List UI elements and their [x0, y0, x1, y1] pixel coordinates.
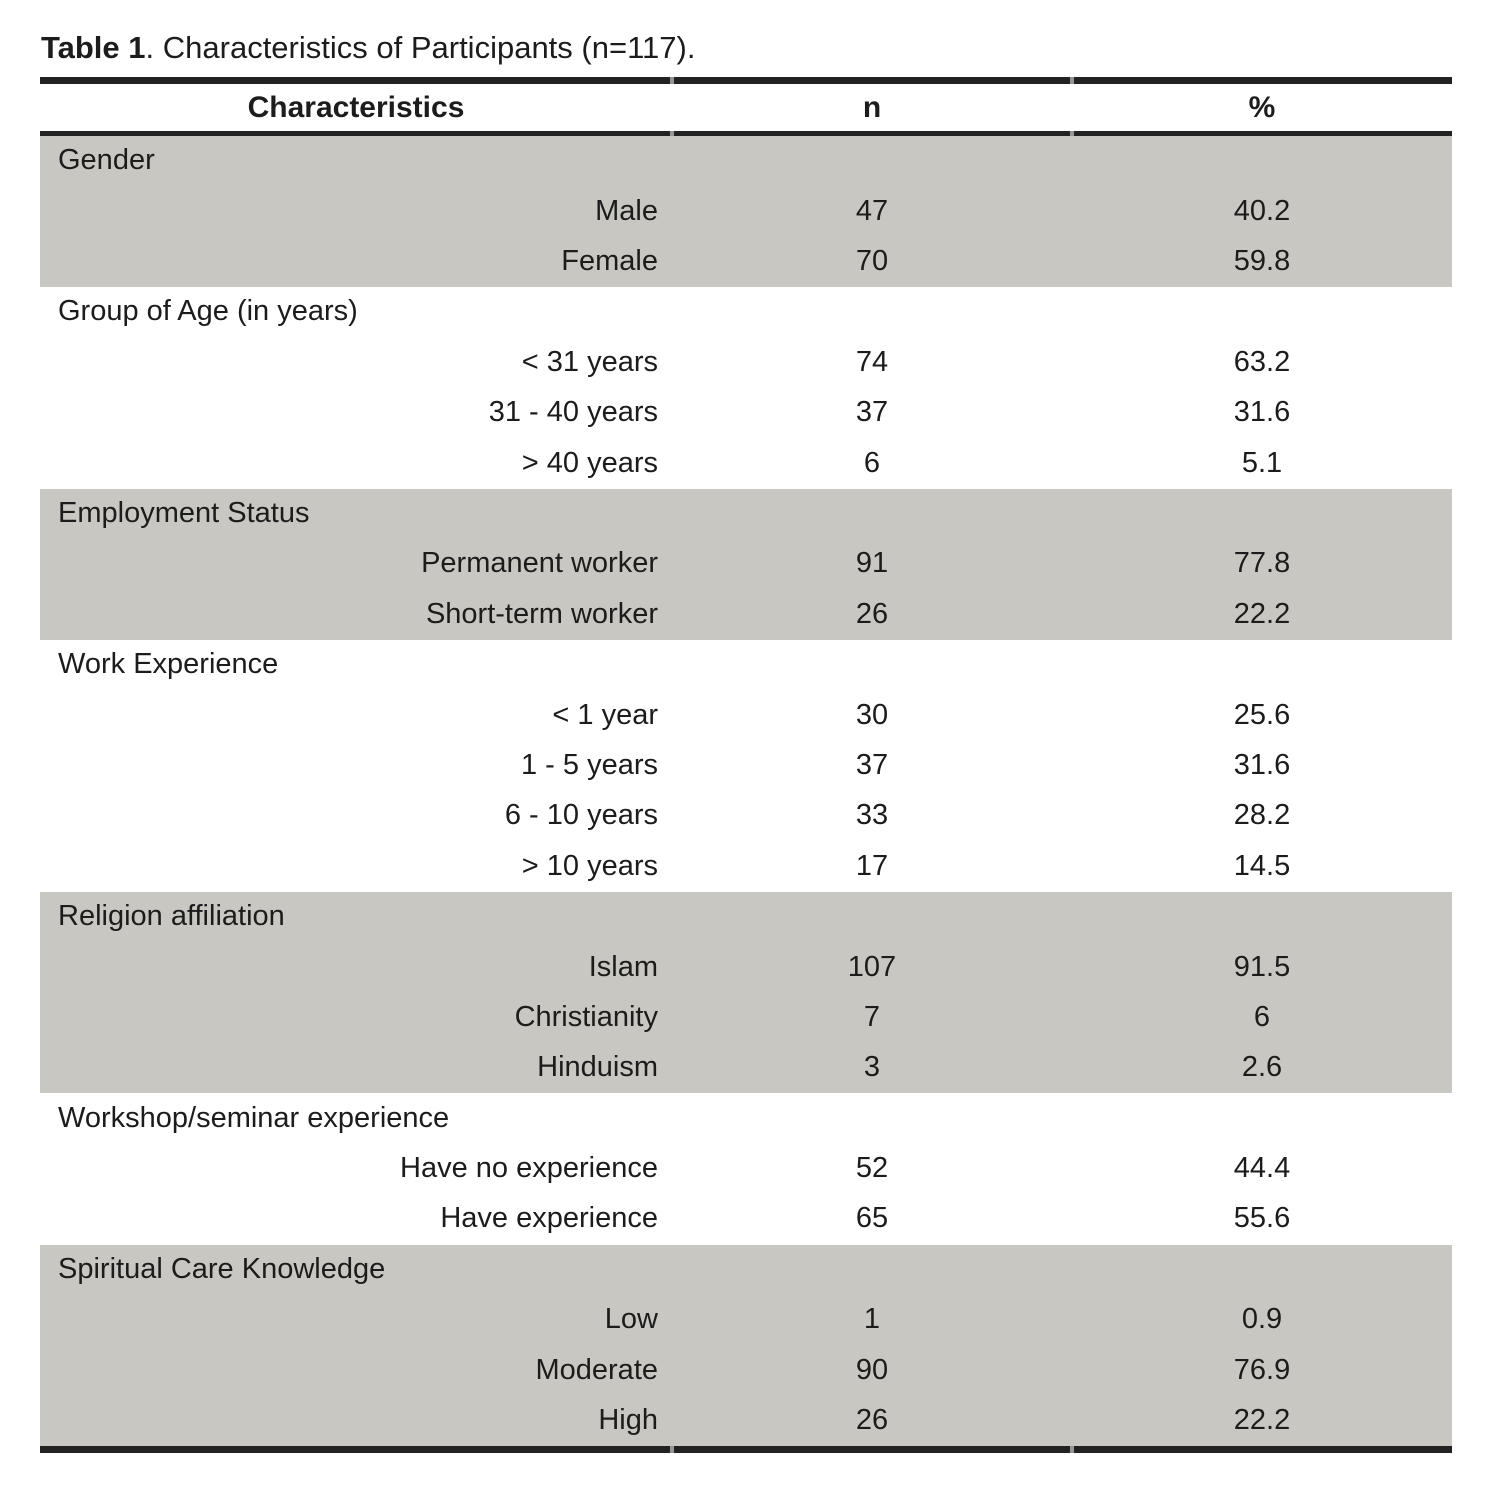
- row-n-value: 37: [855, 748, 889, 781]
- row-n-value: 3: [863, 1051, 881, 1084]
- row-percent-value: 31.6: [1233, 748, 1291, 781]
- data-row: [40, 1043, 1452, 1093]
- data-row: [40, 338, 1452, 388]
- row-label: < 31 years: [521, 345, 658, 378]
- row-percent-value: 55.6: [1233, 1202, 1291, 1235]
- row-label: < 1 year: [552, 698, 658, 731]
- row-label: Christianity: [514, 1000, 658, 1033]
- column-header-characteristics: Characteristics: [247, 91, 465, 124]
- section-label: Gender: [58, 144, 155, 177]
- row-percent-value: 28.2: [1233, 799, 1291, 832]
- row-percent-value: 2.6: [1241, 1051, 1283, 1084]
- column-header-n: n: [862, 91, 882, 124]
- row-n-value: 52: [855, 1152, 889, 1185]
- row-percent-value: 44.4: [1233, 1152, 1291, 1185]
- row-label: Have experience: [440, 1202, 658, 1235]
- row-n-value: 37: [855, 396, 889, 429]
- row-percent-value: 22.2: [1233, 597, 1291, 630]
- section-header-row: [40, 1245, 1452, 1295]
- row-n-value: 47: [855, 194, 889, 227]
- row-n-value: 33: [855, 799, 889, 832]
- table-bottom-border: [40, 1446, 1452, 1453]
- row-n-value: 107: [847, 950, 897, 983]
- section-header-row: [40, 287, 1452, 337]
- row-n-value: 90: [855, 1353, 889, 1386]
- section-header-row: [40, 1093, 1452, 1143]
- data-row: [40, 237, 1452, 287]
- data-row: [40, 791, 1452, 841]
- participants-table: [40, 77, 1452, 1453]
- row-label: > 10 years: [521, 849, 658, 882]
- row-percent-value: 91.5: [1233, 950, 1291, 983]
- row-n-value: 7: [863, 1000, 881, 1033]
- row-label: Hinduism: [537, 1051, 658, 1084]
- row-label: Islam: [588, 950, 658, 983]
- section-header-row: [40, 640, 1452, 690]
- row-label: Permanent worker: [421, 547, 658, 580]
- row-percent-value: 14.5: [1233, 849, 1291, 882]
- section-label: Work Experience: [58, 648, 279, 681]
- row-label: Moderate: [535, 1353, 658, 1386]
- row-percent-value: 22.2: [1233, 1404, 1291, 1437]
- table-body: [40, 136, 1452, 1446]
- row-n-value: 26: [855, 1404, 889, 1437]
- data-row: [40, 1295, 1452, 1345]
- column-header-percent: %: [1248, 91, 1276, 124]
- row-label: 1 - 5 years: [521, 748, 658, 781]
- section-label: Workshop/seminar experience: [58, 1101, 450, 1134]
- row-percent-value: 77.8: [1233, 547, 1291, 580]
- table-caption: [41, 30, 695, 66]
- section-label: Group of Age (in years): [58, 295, 358, 328]
- row-label: Short-term worker: [425, 597, 658, 630]
- row-n-value: 65: [855, 1202, 889, 1235]
- data-row: [40, 186, 1452, 236]
- data-row: [40, 841, 1452, 891]
- data-row: [40, 388, 1452, 438]
- row-n-value: 30: [855, 698, 889, 731]
- row-n-value: 91: [855, 547, 889, 580]
- table-top-border: [40, 77, 1452, 84]
- row-n-value: 1: [863, 1303, 881, 1336]
- row-label: Low: [604, 1303, 658, 1336]
- row-percent-value: 63.2: [1233, 345, 1291, 378]
- row-percent-value: 40.2: [1233, 194, 1291, 227]
- table-header-row: [40, 84, 1452, 131]
- row-percent-value: 6: [1253, 1000, 1271, 1033]
- row-label: 6 - 10 years: [504, 799, 658, 832]
- row-label: High: [598, 1404, 658, 1437]
- row-percent-value: 0.9: [1241, 1303, 1283, 1336]
- table-caption-number: Table 1: [41, 30, 146, 65]
- data-row: [40, 539, 1452, 589]
- row-percent-value: 59.8: [1233, 245, 1291, 278]
- data-row: [40, 438, 1452, 488]
- data-row: [40, 993, 1452, 1043]
- row-n-value: 70: [855, 245, 889, 278]
- section-label: Spiritual Care Knowledge: [58, 1252, 386, 1285]
- row-percent-value: 76.9: [1233, 1353, 1291, 1386]
- row-n-value: 6: [863, 446, 881, 479]
- row-label: Female: [561, 245, 658, 278]
- row-n-value: 74: [855, 345, 889, 378]
- row-label: Male: [595, 194, 658, 227]
- table-caption-text: . Characteristics of Participants (n=117).: [145, 30, 696, 65]
- section-label: Religion affiliation: [58, 900, 285, 933]
- row-n-value: 17: [855, 849, 889, 882]
- row-label: Have no experience: [400, 1152, 658, 1185]
- row-label: 31 - 40 years: [488, 396, 658, 429]
- data-row: [40, 741, 1452, 791]
- data-row: [40, 690, 1452, 740]
- section-label: Employment Status: [58, 496, 310, 529]
- data-row: [40, 1194, 1452, 1244]
- row-percent-value: 5.1: [1241, 446, 1283, 479]
- section-header-row: [40, 136, 1452, 186]
- row-percent-value: 31.6: [1233, 396, 1291, 429]
- data-row: [40, 1345, 1452, 1395]
- row-n-value: 26: [855, 597, 889, 630]
- data-row: [40, 1144, 1452, 1194]
- row-percent-value: 25.6: [1233, 698, 1291, 731]
- data-row: [40, 1396, 1452, 1446]
- data-row: [40, 590, 1452, 640]
- section-header-row: [40, 489, 1452, 539]
- data-row: [40, 942, 1452, 992]
- row-label: > 40 years: [521, 446, 658, 479]
- section-header-row: [40, 892, 1452, 942]
